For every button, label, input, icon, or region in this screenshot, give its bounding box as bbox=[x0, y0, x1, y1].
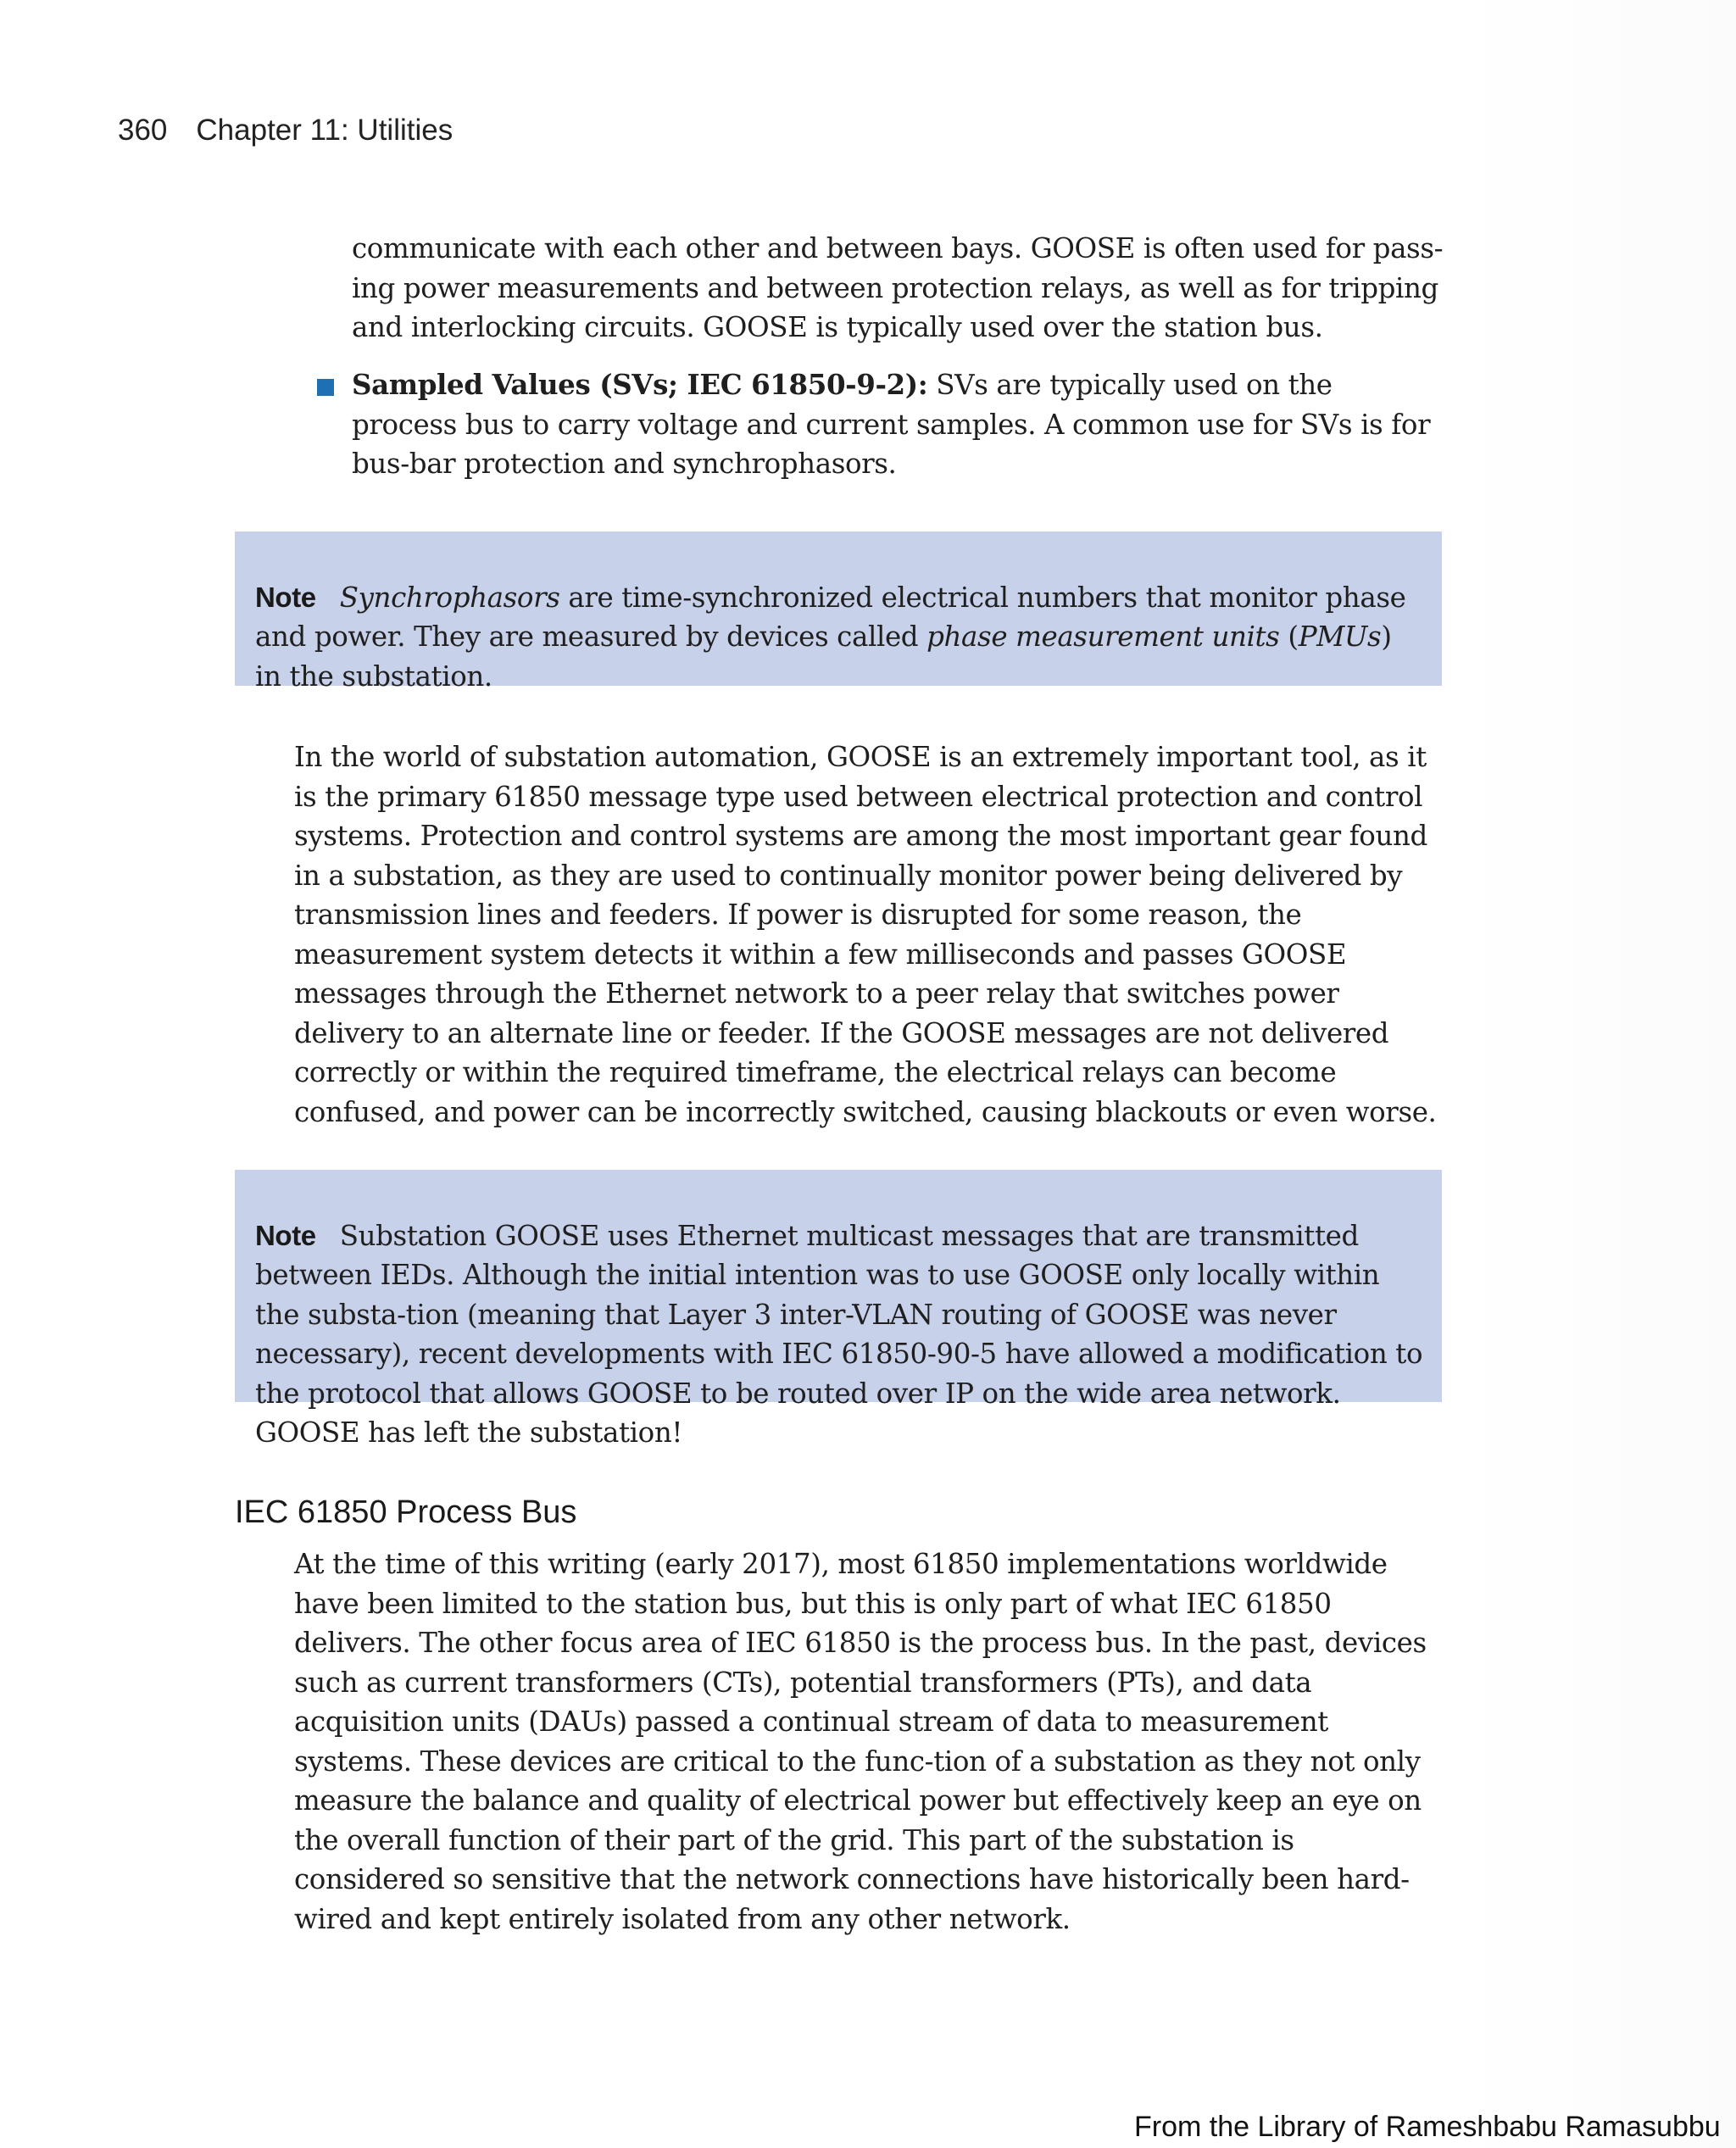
bullet-term: Sampled Values (SVs; IEC 61850-9-2): bbox=[352, 368, 928, 401]
bullet-square-icon bbox=[317, 379, 334, 396]
body-paragraph-process-bus bbox=[294, 1544, 1447, 1939]
note-label: Note bbox=[255, 581, 316, 613]
note-term-synchrophasors: Synchrophasors bbox=[339, 581, 560, 614]
note-box-goose-routing bbox=[235, 1170, 1442, 1449]
continuation-paragraph bbox=[352, 229, 1445, 348]
page-edge-shade bbox=[1456, 0, 1736, 2148]
bullet-description: SVs are typically used on the process bus to carry voltage and current samples. A common use for SVs is for bus-bar protection and synchrophasors. bbox=[352, 369, 1431, 480]
chapter-title: Chapter 11: Utilities bbox=[196, 114, 453, 147]
note-body: Substation GOOSE uses Ethernet multicast messages that are transmitted between IEDs. Although the initial intention was to use GOOSE only locally within the substa-tion (meaning that Layer 3 inter-VLAN routing of GOOSE was never necessary), recent developments with IEC 61850-90-5 have allowed a modification to the protocol that allows GOOSE to be routed over IP on the wide area network. GOOSE has left the substation! bbox=[255, 1219, 1423, 1449]
continuation-text: communicate with each other and between bays. GOOSE is often used for pass-ing power measurements and between protection relays, as well as for tripping and interlocking circuits. GOOSE is typically used over the station bus. bbox=[352, 232, 1444, 343]
page-number: 360 bbox=[118, 114, 168, 147]
note-text bbox=[255, 1216, 1423, 1453]
note-term-pmu: phase measurement units bbox=[926, 620, 1280, 653]
library-footer: From the Library of Rameshbabu Ramasubbu bbox=[1134, 2111, 1721, 2143]
note-text-part: ( bbox=[1279, 620, 1299, 653]
running-header bbox=[118, 114, 453, 147]
note-text-part: are time-synchronized electrical numbers that monitor phase and power. They are measured by devices called bbox=[255, 581, 1406, 653]
body-paragraph-goose bbox=[294, 737, 1447, 1132]
note-term-pmus: PMUs bbox=[1298, 620, 1382, 653]
note-text bbox=[255, 578, 1423, 697]
paragraph-text: In the world of substation automation, GOOSE is an extremely important tool, as it is the primary 61850 message type used between electrical protection and control systems. Protection and control systems are among the most important gear found in a substation, as they are used to continually monitor power being delivered by transmission lines and feeders. If power is disrupted for some reason, the measurement system detects it within a few milliseconds and passes GOOSE messages through the Ethernet network to a peer relay that switches power delivery to an alternate line or feeder. If the GOOSE messages are not delivered correctly or within the required timeframe, the electrical relays can become confused, and power can be incorrectly switched, causing blackouts or even worse. bbox=[294, 741, 1437, 1128]
note-box-synchrophasors bbox=[235, 531, 1442, 693]
note-text-part: ) in the substation. bbox=[255, 620, 1392, 693]
section-heading: IEC 61850 Process Bus bbox=[235, 1494, 577, 1530]
note-label: Note bbox=[255, 1219, 316, 1251]
bullet-text bbox=[352, 365, 1445, 484]
paragraph-text: At the time of this writing (early 2017), most 61850 implementations worldwide have been limited to the station bus, but this is only part of what IEC 61850 delivers. The other focus area of IEC 61850 is the process bus. In the past, devices such as current transformers (CTs), potential transformers (PTs), and data acquisition units (DAUs) passed a continual stream of data to measurement systems. These devices are critical to the func-tion of a substation as they not only measure the balance and quality of electrical power but effectively keep an eye on the overall function of their part of the grid. This part of the substation is considered so sensitive that the network connections have historically been hard-wired and kept entirely isolated from any other network. bbox=[294, 1548, 1427, 1935]
